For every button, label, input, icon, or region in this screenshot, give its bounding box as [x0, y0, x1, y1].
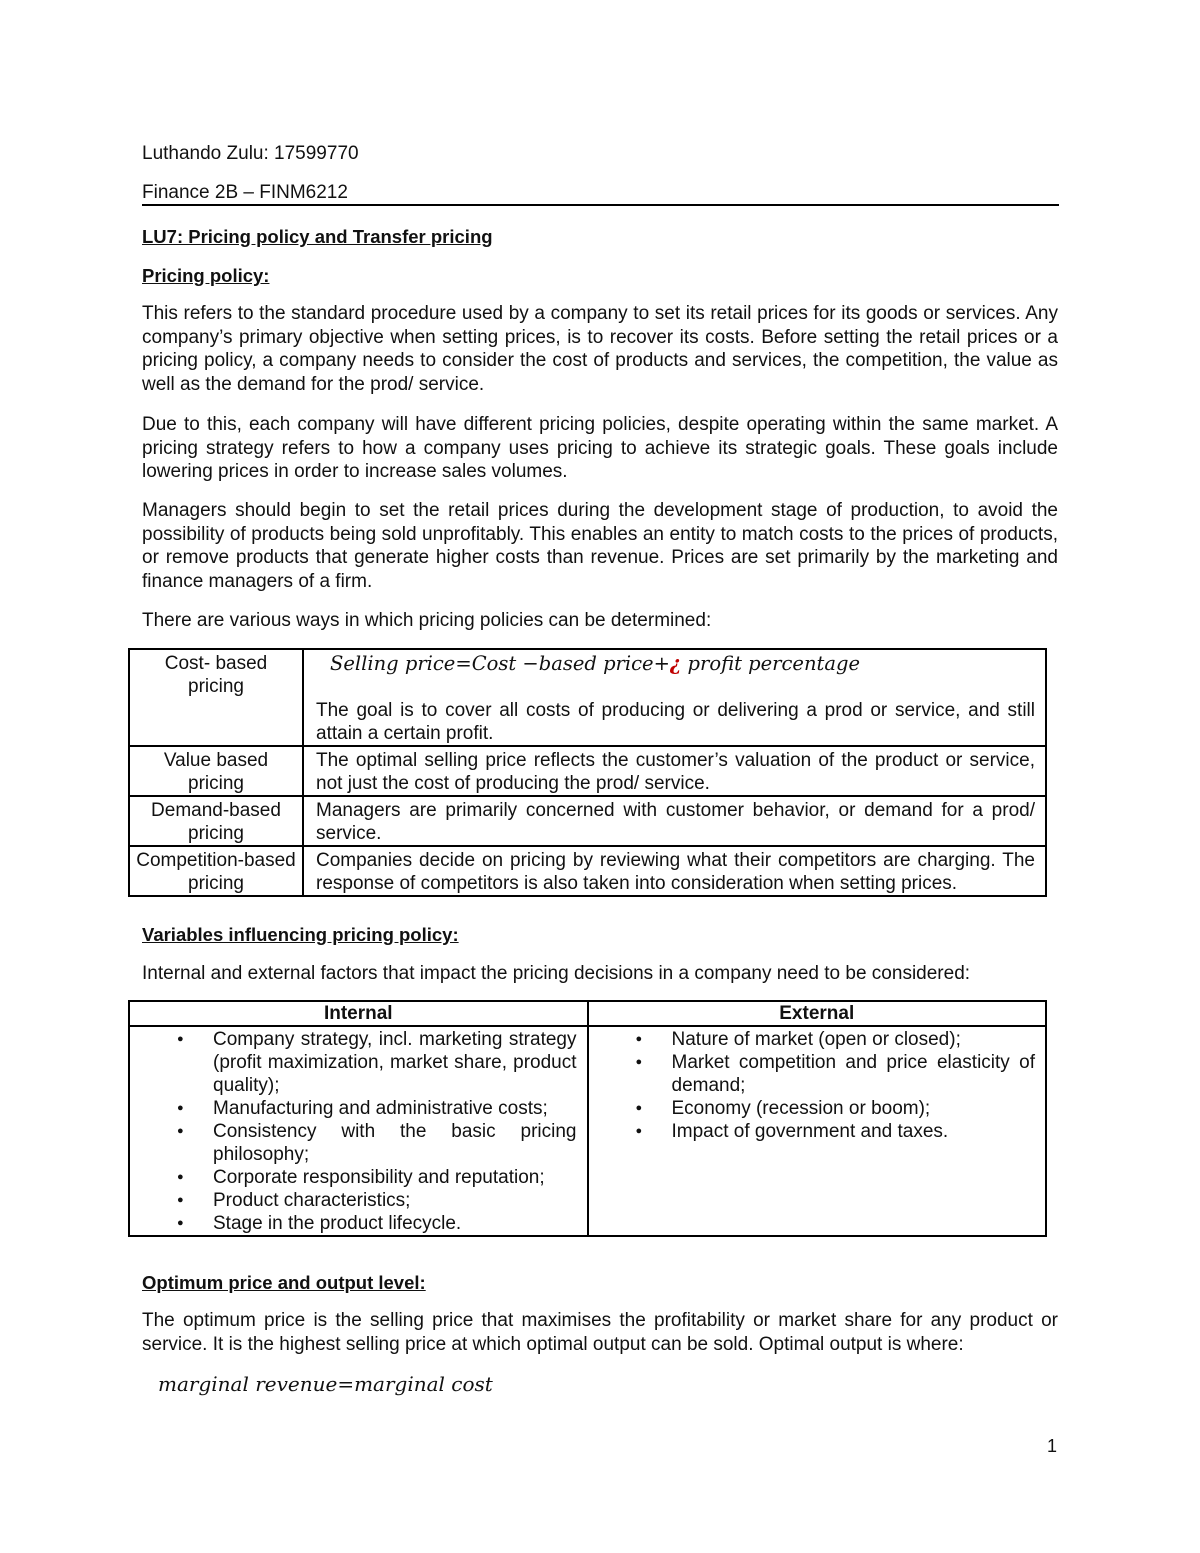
- pricing-policy-paragraph-3: Managers should begin to set the retail prices during the development stage of production, to avoid the possibility of products being sold unprofitably. This enables an entity to match costs to the prices of products, or remove products that generate higher costs than revenue. Prices are set primarily by the marketing and finance managers of a firm.: [142, 500, 1058, 592]
- table-row: [129, 796, 1046, 846]
- internal-factors-cell: [129, 1026, 588, 1236]
- external-header: External: [588, 1001, 1047, 1026]
- pricing-policy-paragraph-2: Due to this, each company will have different pricing policies, despite operating within the same market. A pricing strategy refers to how a company uses pricing to achieve its strategic goals. These goals include lowering prices in order to increase sales volumes.: [142, 414, 1058, 483]
- page-title: LU7: Pricing policy and Transfer pricing: [142, 226, 493, 247]
- marginal-formula: marginal revenue=marginal cost: [158, 1372, 493, 1396]
- variables-heading: Variables influencing pricing policy:: [142, 924, 459, 945]
- list-item: ● Company strategy, incl. marketing strategy (profit maximization, market share, product quality);: [134, 1028, 577, 1097]
- pricing-policy-heading: Pricing policy:: [142, 265, 270, 286]
- list-item: ● Economy (recession or boom);: [593, 1097, 1036, 1120]
- list-item: ● Consistency with the basic pricing philosophy;: [134, 1120, 577, 1166]
- course-line: Finance 2B – FINM6212: [142, 182, 348, 203]
- cost-based-text: The goal is to cover all costs of producing or delivering a prod or service, and still attain a certain profit.: [316, 700, 1035, 744]
- table-row: [129, 1026, 1046, 1236]
- list-item: ● Impact of government and taxes.: [593, 1120, 1036, 1143]
- competition-based-description: Companies decide on pricing by reviewing what their competitors are charging. The response of competitors is also taken into consideration when setting prices.: [303, 846, 1046, 896]
- list-item: ● Market competition and price elasticity of demand;: [593, 1051, 1036, 1097]
- value-based-description: The optimal selling price reflects the customer’s valuation of the product or service, not just the cost of producing the prod/ service.: [303, 746, 1046, 796]
- cost-based-label: Cost- based pricing: [129, 649, 303, 746]
- value-based-label: Value based pricing: [129, 746, 303, 796]
- demand-based-description: Managers are primarily concerned with customer behavior, or demand for a prod/ service.: [303, 796, 1046, 846]
- pricing-methods-intro: There are various ways in which pricing policies can be determined:: [142, 610, 712, 631]
- formula-red-glyph: ¿: [669, 652, 682, 675]
- external-factors-list: [593, 1028, 1036, 1143]
- competition-based-label: Competition-based pricing: [129, 846, 303, 896]
- internal-header: Internal: [129, 1001, 588, 1026]
- list-item: ● Manufacturing and administrative costs;: [134, 1097, 577, 1120]
- external-factors-cell: [588, 1026, 1047, 1236]
- table-row: [129, 846, 1046, 896]
- formula-main: Selling price=Cost −based price+: [330, 652, 670, 675]
- list-item: ● Product characteristics;: [134, 1189, 577, 1212]
- page-number: 1: [1047, 1436, 1058, 1456]
- demand-based-label: Demand-based pricing: [129, 796, 303, 846]
- variables-intro: Internal and external factors that impact the pricing decisions in a company need to be considered:: [142, 963, 971, 984]
- table-row: [129, 1001, 1046, 1026]
- table-row: [129, 746, 1046, 796]
- formula-tail: profit percentage: [681, 652, 860, 675]
- author-line: Luthando Zulu: 17599770: [142, 143, 359, 164]
- selling-price-formula: [316, 651, 1035, 677]
- table-row: [129, 649, 1046, 746]
- optimum-paragraph: The optimum price is the selling price that maximises the profitability or market share for any product or service. It is the highest selling price at which optimal output can be sold. Optimal output is where:: [142, 1310, 1058, 1355]
- pricing-methods-table: [128, 648, 1047, 897]
- list-item: ● Corporate responsibility and reputation;: [134, 1166, 577, 1189]
- pricing-policy-paragraph-1: This refers to the standard procedure used by a company to set its retail prices for its goods or services. Any company’s primary objective when setting prices, is to recover its costs. Before setting the retail prices or a pricing policy, a company needs to consider the cost of products and services, the competition, the value as well as the demand for the prod/ service.: [142, 303, 1058, 395]
- internal-factors-list: [134, 1028, 577, 1235]
- cost-based-description: [303, 649, 1046, 746]
- list-item: ● Stage in the product lifecycle.: [134, 1212, 577, 1235]
- variables-table: [128, 1000, 1047, 1237]
- optimum-heading: Optimum price and output level:: [142, 1272, 426, 1293]
- header-rule: [142, 204, 1059, 206]
- list-item: ● Nature of market (open or closed);: [593, 1028, 1036, 1051]
